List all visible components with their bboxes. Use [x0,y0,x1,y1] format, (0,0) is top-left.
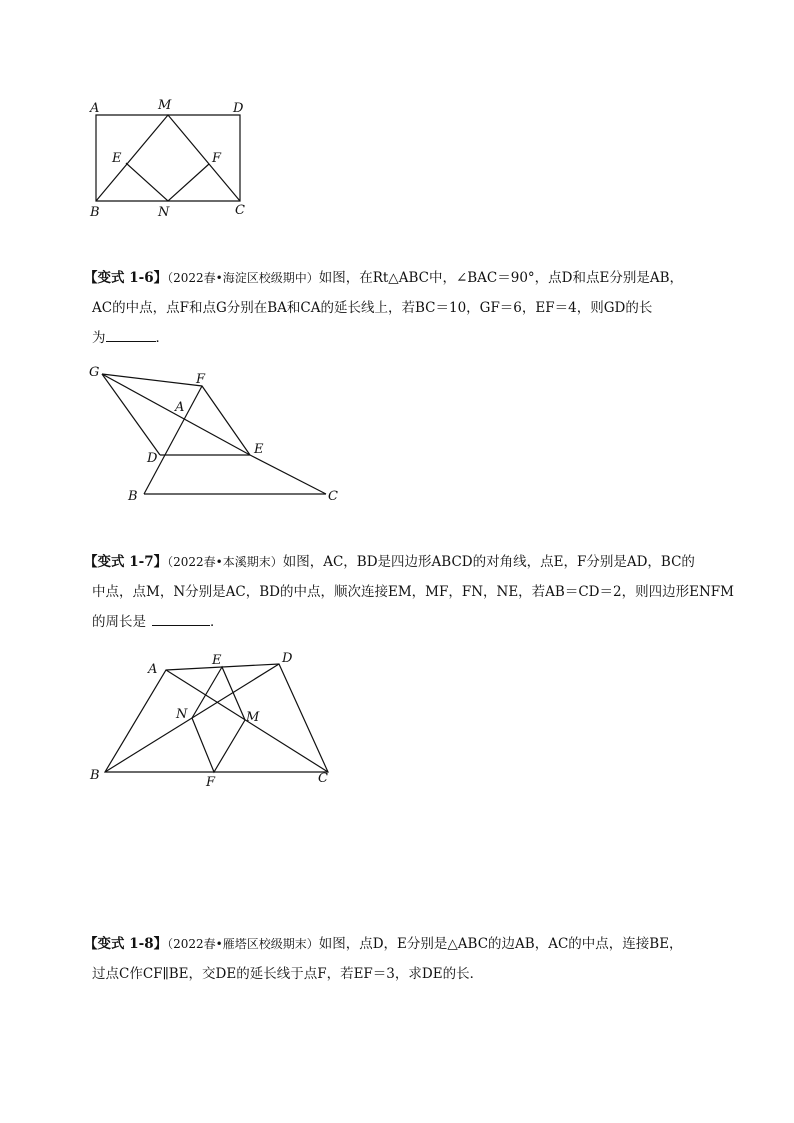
label-a: A [175,400,185,415]
problem-1-8 [84,929,734,989]
problem-source: （2022春•海淀区校级期中） [167,271,319,285]
quadrilateral-abcd [105,664,328,772]
problem-1-8-line-1 [84,929,734,959]
problem-source: （2022春•本溪期末） [167,555,283,569]
label-c: C [235,203,245,218]
label-f: F [212,151,222,166]
problem-tag: 【变式 1-6】 [84,270,168,286]
label-n: N [158,205,170,220]
problem-1-8-line-2: 过点C作CF∥BE，交DE的延长线于点F，若EF＝3，求DE的长． [92,966,484,982]
label-b: B [128,489,138,504]
problem-text: 如图，在Rt△ABC中，∠BAC＝90°，点D和点E分别是AB， [318,270,684,286]
text-prefix: 的周长是 [92,614,146,630]
label-e: E [212,653,222,668]
label-d: D [282,651,293,666]
problem-source: （2022春•雁塔区校级期末） [167,937,319,951]
label-e: E [112,151,122,166]
text-suffix: ． [210,614,224,630]
problem-tag: 【变式 1-7】 [84,554,168,570]
text-suffix: ． [155,330,169,346]
label-f: F [196,372,206,387]
label-n: N [176,707,188,722]
label-c: C [328,489,338,504]
label-b: B [90,205,100,220]
label-m: M [158,98,172,113]
problem-1-6-line-2: AC的中点，点F和点G分别在BA和CA的延长线上，若BC＝10，GF＝6，EF＝4，则GD的长 [92,300,653,316]
label-f: F [206,775,216,790]
label-c: C [318,771,328,786]
label-e: E [254,442,264,457]
text-prefix: 为 [92,330,106,346]
label-a: A [90,101,100,116]
label-d: D [147,451,158,466]
problem-1-7-line-2: 中点，点M，N分别是AC，BD的中点，顺次连接EM，MF，FN，NE，若AB＝CD＝2，则四边形ENFM [92,584,734,600]
label-b: B [90,768,100,783]
quadrilateral-enfm [192,667,245,772]
label-a: A [148,662,158,677]
label-g: G [89,365,100,380]
problem-tag: 【变式 1-8】 [84,936,168,952]
problem-text: 如图，点D，E分别是△ABC的边AB，AC的中点，连接BE， [318,936,683,952]
label-d: D [233,101,244,116]
problem-text: 如图，AC，BD是四边形ABCD的对角线，点E，F分别是AD，BC的 [282,554,695,570]
label-m: M [246,710,260,725]
